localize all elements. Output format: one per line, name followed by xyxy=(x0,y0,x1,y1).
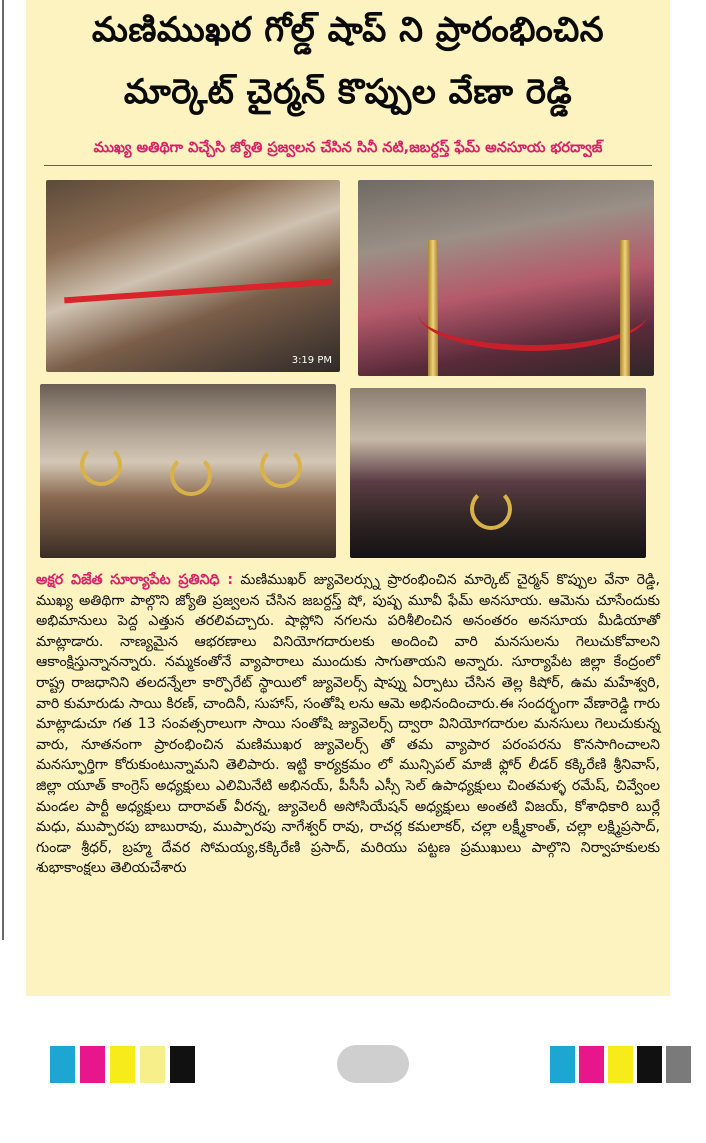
subheadline: ముఖ్య అతిథిగా విచ్చేసి జ్యోతి ప్రజ్వలన చేసిన సినీ నటి,జబర్దస్త్ ఫేమ్ అనసూయ భరద్వాజ్ xyxy=(93,140,603,156)
color-swatch xyxy=(579,1046,604,1083)
color-swatch xyxy=(608,1046,633,1083)
color-swatch xyxy=(170,1046,195,1083)
color-swatch xyxy=(550,1046,575,1083)
color-swatch xyxy=(140,1046,165,1083)
article-byline: అక్షర విజేత సూర్యాపేట ప్రతినిధి : xyxy=(36,572,234,588)
headline-line-2: మార్కెట్ చైర్మన్ కొప్పుల వేణా రెడ్డి xyxy=(123,72,573,112)
red-ribbon xyxy=(64,279,332,304)
necklace-graphic xyxy=(260,446,302,488)
necklace-graphic xyxy=(470,488,512,530)
news-clipping xyxy=(26,0,670,996)
photo-lamp-lighting-crowd xyxy=(358,180,654,376)
stanchion-pole xyxy=(620,240,630,376)
velvet-rope xyxy=(418,275,648,351)
registration-pill xyxy=(337,1045,409,1083)
necklace-graphic xyxy=(80,444,122,486)
color-swatch xyxy=(637,1046,662,1083)
color-swatch xyxy=(110,1046,135,1083)
color-swatch xyxy=(666,1046,691,1083)
photo-timestamp: 3:19 PM xyxy=(291,355,332,366)
page-margin-line xyxy=(2,0,4,940)
photo-necklace-display xyxy=(40,384,336,558)
photo-showroom-interior xyxy=(350,388,646,558)
headline-line-1: మణిముఖర గోల్డ్ షాప్ ని ప్రారంభించిన xyxy=(91,10,605,50)
necklace-graphic xyxy=(170,454,212,496)
color-swatch xyxy=(80,1046,105,1083)
subheadline-rule xyxy=(44,165,652,166)
photo-ribbon-cutting xyxy=(46,180,340,372)
color-swatch xyxy=(50,1046,75,1083)
article-text: మణిముఖర్ జ్యువెలర్స్ను ప్రారంభించిన మార్కెట్ చైర్మన్ కొప్పుల వేనా రెడ్డి, ముఖ్య అతిథిగా పాల్గొని జ్యోతి ప్రజ్వలన చేసిన జబర్దస్త్ షో, పుష్ప మూవీ ఫేమ్ అనసూయ. ఆమెను చూసేందుకు అభిమానులు పెద్ద ఎత్తున తరలివచ్చారు. షాప్లోని నగలను పరిశీలించిన అనంతరం అనసూయ మీడియాతో మాట్లాడారు. నాణ్యమైన ఆభరణాలు వినియోగదారులకు అందించి వారి మనసులను గెలుచుకోవాలని ఆకాంక్షిస్తున్నానన్నారు. నమ్మకంతోనే వ్యాపారాలు ముందుకు సాగుతాయని అన్నారు. సూర్యాపేట జిల్లా కేంద్రంలో రాష్ట్ర రాజధానిని తలదన్నేలా కార్పొరేట్ స్థాయిలో జ్యువెలర్స్ షాప్ను ఏర్పాటు చేసిన తెల్ల కిషోర్, ఉమ మహేశ్వరి, వారి కుమారుడు సాయి కిరణ్, చాందినీ, సుహాస్, సంతోషి లను ఆమె అభినందించారు.ఈ సందర్భంగా వేణారెడ్డి గారు మాట్లాడుచూ గత 13 సంవత్సరాలుగా సాయి సంతోషి జ్యువెలర్స్ ద్వారా వినియోగదారుల మనసులు గెలుచుకున్న వారు, నూతనంగా ప్రారంభించిన మణిముఖర జ్యువెలర్స్ తో తమ వ్యాపార పరంపరను కొనసాగించాలని మనస్ఫూర్తిగా కోరుకుంటున్నామని తెలిపారు. ఇట్టి కార్యక్రమం లో మున్సిపల్ మాజీ ఫ్లోర్ లీడర్ కక్కిరేణి శ్రీనివాస్, జిల్లా యూత్ కాంగ్రెస్ అధ్యక్షులు ఎలిమినేటి అభినయ్, పీసీసీ ఎస్సీ సెల్ ఉపాధ్యక్షులు చింతమళ్ళ రమేష్, చివ్వేంల మండల పార్టీ అధ్యక్షులు దారావత్ వీరన్న, జ్యువెలరీ అసోసియేషన్ అధ్యక్షులు అంతటి విజయ్, కోశాధికారి బుర్లే మధు, ముప్పారపు బాబురావు, ముప్పారపు నాగేశ్వర్ రావు, రాచర్ల కమలాకర్, చల్లా లక్ష్మీకాంత్, చల్లా లక్ష్మిప్రసాద్, గుండా శ్రీధర్, బ్రహ్మ దేవర సోమయ్య,కక్కిరేణి ప్రసాద్, మరియు పట్టణ ప్రముఖులు పాల్గొని నిర్వాహకులకు శుభాకాంక్షలు తెలియచేశారు xyxy=(36,572,660,877)
article-body xyxy=(36,570,660,879)
